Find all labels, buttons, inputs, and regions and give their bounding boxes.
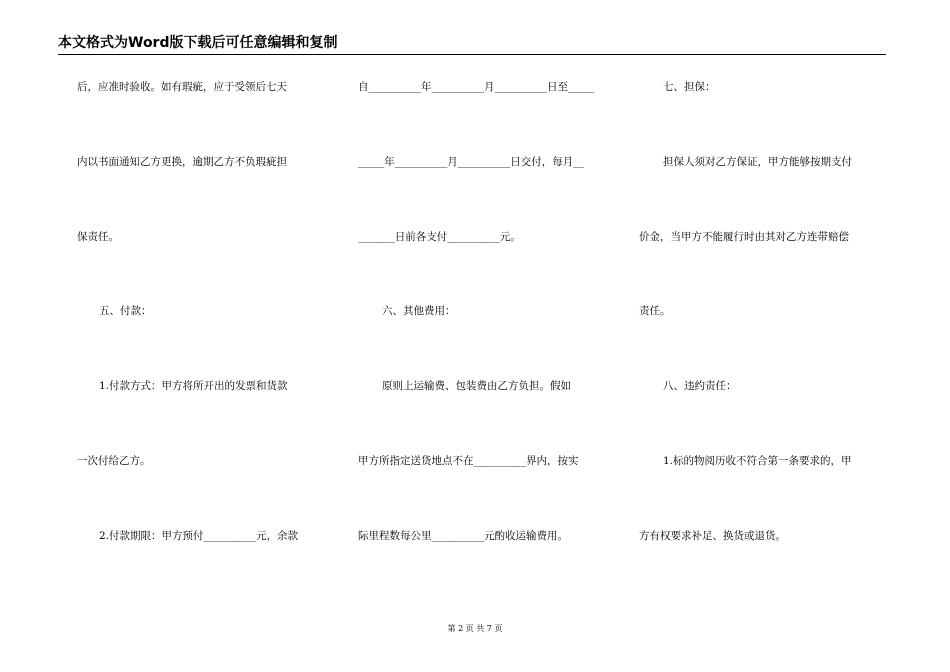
text-line: 际里程数每公里__________元酌收运输费用。 bbox=[358, 530, 568, 542]
text-line: _____年__________月__________日交付，每月__ bbox=[358, 156, 584, 168]
page-header bbox=[58, 34, 886, 55]
text-line: 原则上运输费、包装费由乙方负担。假如 bbox=[382, 380, 571, 392]
text-line: 价金，当甲方不能履行时由其对乙方连带赔偿 bbox=[639, 231, 849, 243]
text-line: 2.付款期限：甲方预付__________元，余款 bbox=[99, 530, 299, 542]
text-line: 1.标的物阅历收不符合第一条要求的，甲 bbox=[663, 455, 852, 467]
text-line: 一次付给乙方。 bbox=[77, 455, 151, 467]
section-heading: 六、其他费用： bbox=[382, 305, 456, 317]
text-line: 责任。 bbox=[639, 305, 671, 317]
text-line: 后，应准时验收。如有瑕疵，应于受领后七天 bbox=[77, 81, 287, 93]
section-heading: 五、付款： bbox=[99, 305, 152, 317]
text-line: 担保人须对乙方保证，甲方能够按期支付 bbox=[663, 156, 852, 168]
text-line: 甲方所指定送货地点不在__________界内，按实 bbox=[358, 455, 579, 467]
text-line: _______日前各支付__________元。 bbox=[358, 231, 521, 243]
page-footer bbox=[0, 624, 950, 634]
text-line: 保责任。 bbox=[77, 231, 119, 243]
page-number: 第 2 页 共 7 页 bbox=[447, 624, 503, 633]
text-line: 1.付款方式：甲方将所开出的发票和货款 bbox=[99, 380, 288, 392]
header-title: 本文格式为Word版下载后可任意编辑和复制 bbox=[58, 35, 338, 51]
text-line: 方有权要求补足、换货或退货。 bbox=[639, 530, 786, 542]
section-heading: 七、担保： bbox=[663, 81, 716, 93]
text-line: 自__________年__________月__________日至_____ bbox=[358, 81, 595, 93]
text-line: 内以书面通知乙方更换，逾期乙方不负瑕疵担 bbox=[77, 156, 287, 168]
section-heading: 八、违约责任： bbox=[663, 380, 737, 392]
